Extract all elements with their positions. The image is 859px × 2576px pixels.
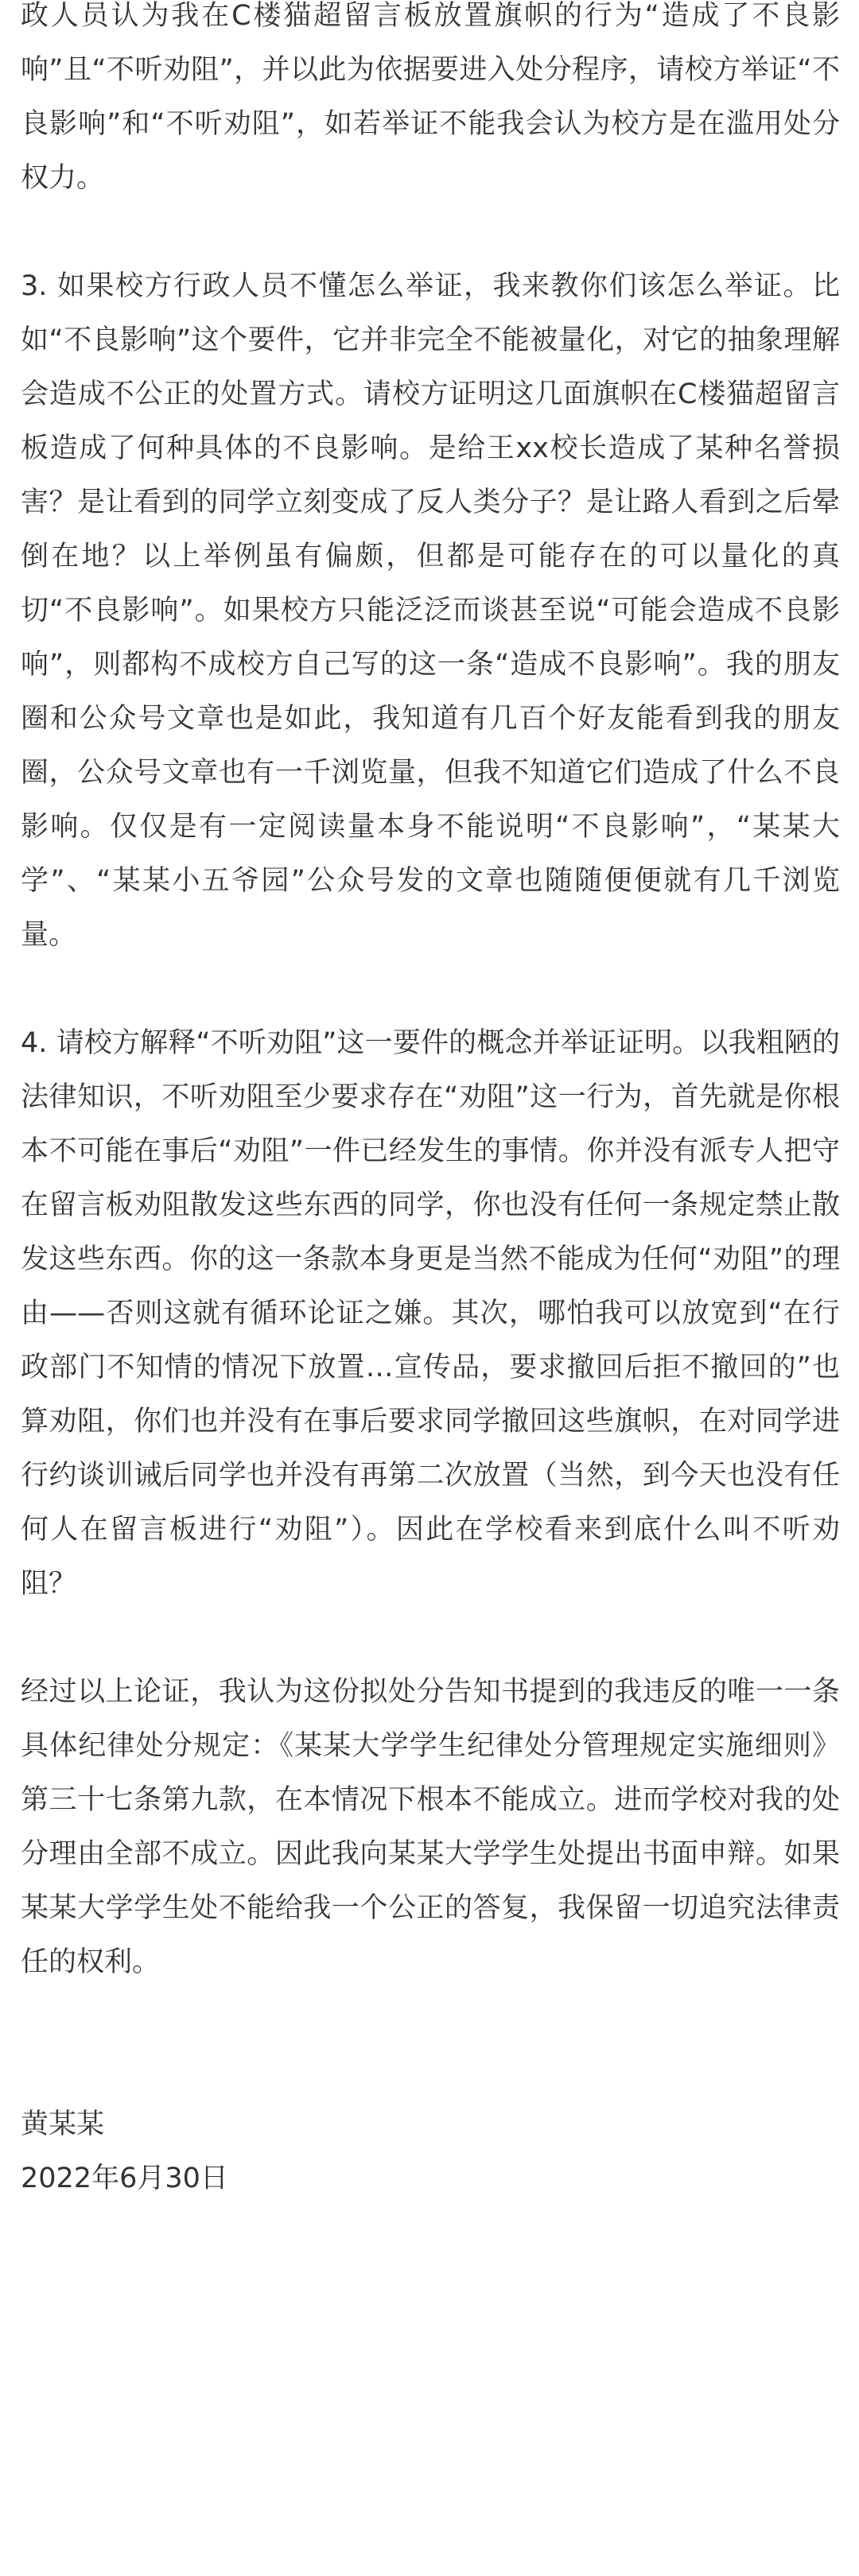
signature-date: 2022年6月30日 (21, 2163, 228, 2194)
document-body (21, 0, 840, 2206)
paragraph-gap (21, 205, 840, 259)
paragraph-point-4: 4. 请校方解释“不听劝阻”这一要件的概念并举证证明。以我粗陋的法律知识，不听劝阻至少要求存在“劝阻”这一行为，首先就是你根本不可能在事后“劝阻”一件已经发生的事情。你并没有派专人把守在留言板劝阻散发这些东西的同学，你也没有任何一条规定禁止散发这些东西。你的这一条款本身更是当然不能成为任何“劝阻”的理由——否则这就有循环论证之嫌。其次，哪怕我可以放宽到“在行政部门不知情的情况下放置…宣传品，要求撤回后拒不撤回的”也算劝阻，你们也并没有在事后要求同学撤回这些旗帜，在对同学进行约谈训诫后同学也并没有再第二次放置（当然，到今天也没有任何人在留言板进行“劝阻”）。因此在学校看来到底什么叫不听劝阻？ (21, 1027, 840, 1600)
paragraph-conclusion: 经过以上论证，我认为这份拟处分告知书提到的我违反的唯一一条具体纪律处分规定：《某某大学学生纪律处分管理规定实施细则》第三十七条第九款，在本情况下根本不能成立。进而学校对我的处分理由全部不成立。因此我向某某大学学生处提出书面申辩。如果某某大学学生处不能给我一个公正的答复，我保留一切追究法律责任的权利。 (21, 1676, 840, 1978)
signature-name: 黄某某 (21, 2109, 105, 2140)
paragraph-point-3: 3. 如果校方行政人员不懂怎么举证，我来教你们该怎么举证。比如“不良影响”这个要件，它并非完全不能被量化，对它的抽象理解会造成不公正的处置方式。请校方证明这几面旗帜在C楼猫超留言板造成了何种具体的不良影响。是给王xx校长造成了某种名誉损害？是让看到的同学立刻变成了反人类分子？是让路人看到之后晕倒在地？以上举例虽有偏颇，但都是可能存在的可以量化的真切“不良影响”。如果校方只能泛泛而谈甚至说“可能会造成不良影响”，则都构不成校方自己写的这一条“造成不良影响”。我的朋友圈和公众号文章也是如此，我知道有几百个好友能看到我的朋友圈，公众号文章也有一千浏览量，但我不知道它们造成了什么不良影响。仅仅是有一定阅读量本身不能说明“不良影响”，“某某大学”、“某某小五爷园”公众号发的文章也随随便便就有几千浏览量。 (21, 270, 840, 951)
paragraph-intro: 政人员认为我在C楼猫超留言板放置旗帜的行为“造成了不良影响”且“不听劝阻”，并以此为依据要进入处分程序，请校方举证“不良影响”和“不听劝阻”，如若举证不能我会认为校方是在滥用处分权力。 (21, 0, 840, 194)
paragraph-gap (21, 1611, 840, 1665)
signature-gap (21, 1989, 840, 2097)
paragraph-gap (21, 962, 840, 1016)
